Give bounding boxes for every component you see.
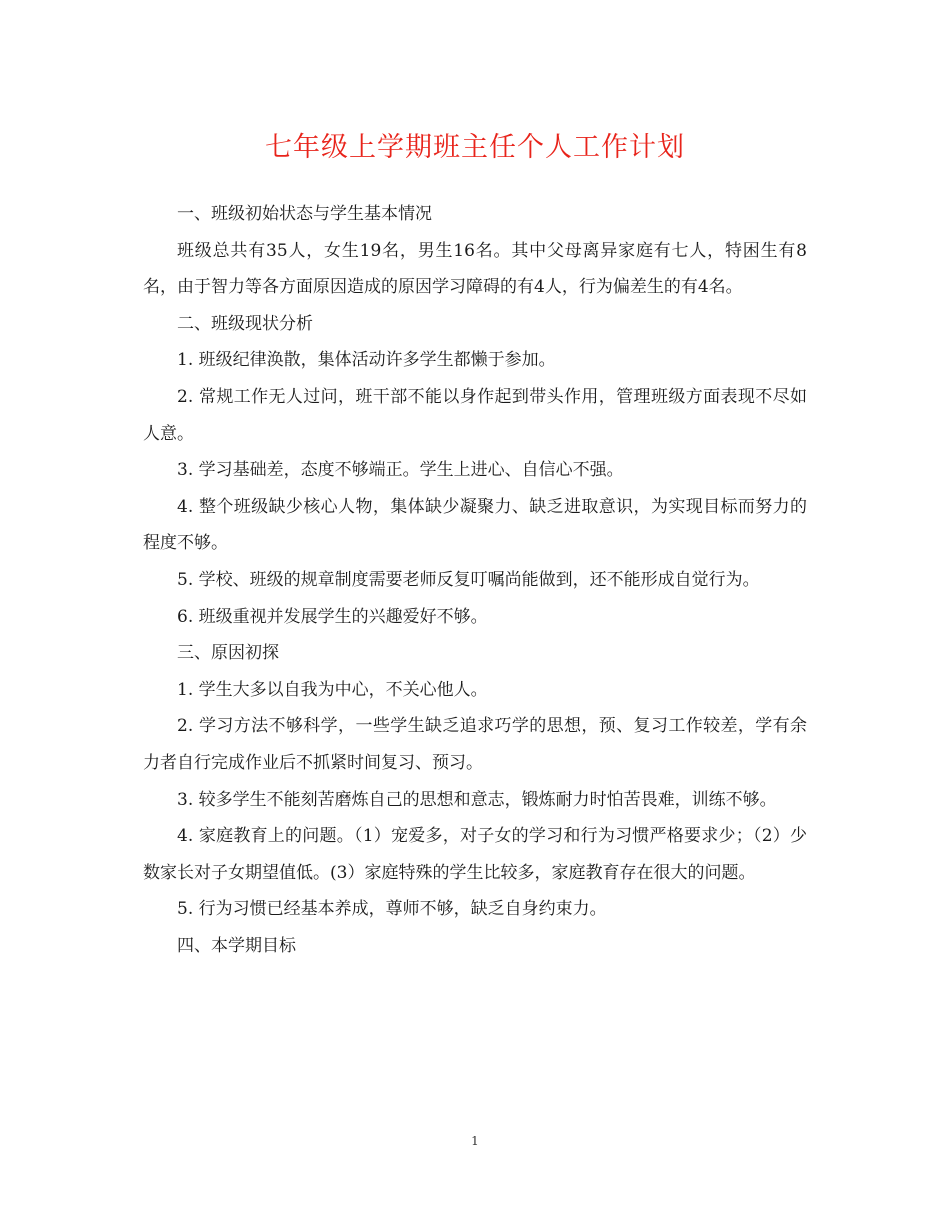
section-heading: 三、原因初探 [177,643,279,664]
list-item: 3. 学习基础差，态度不够端正。学生上进心、自信心不强。 [177,460,624,481]
list-item: 5. 学校、班级的规章制度需要老师反复叮嘱尚能做到，还不能形成自觉行为。 [177,569,760,590]
list-item: 2. 常规工作无人过问，班干部不能以身作起到带头作用，管理班级方面表现不尽如人意。 [143,386,807,444]
section-heading: 四、本学期目标 [177,935,296,956]
page-number: 1 [471,1134,479,1148]
list-item: 1. 学生大多以自我为中心，不关心他人。 [177,679,488,700]
document-body [143,196,807,964]
section-heading: 二、班级现状分析 [177,313,313,334]
list-item: 6. 班级重视并发展学生的兴趣爱好不够。 [177,606,488,627]
list-item: 4. 整个班级缺少核心人物，集体缺少凝聚力、缺乏进取意识，为实现目标而努力的程度不够。 [143,496,807,554]
list-item: 2. 学习方法不够科学，一些学生缺乏追求巧学的思想，预、复习工作较差，学有余力者自行完成作业后不抓紧时间复习、预习。 [143,716,807,773]
list-item: 5. 行为习惯已经基本养成，尊师不够，缺乏自身约束力。 [177,899,607,920]
section-heading: 一、班级初始状态与学生基本情况 [177,204,432,224]
list-item: 3. 较多学生不能刻苦磨炼自己的思想和意志，锻炼耐力时怕苦畏难，训练不够。 [177,789,777,810]
list-item: 4. 家庭教育上的问题。（1）宠爱多，对子女的学习和行为习惯严格要求少；（2）少数家长对子女期望值低。(3）家庭特殊的学生比较多，家庭教育存在很大的问题。 [143,826,807,883]
paragraph: 班级总共有35人，女生19名，男生16名。其中父母离异家庭有七人，特困生有8名，由于智力等各方面原因造成的原因学习障碍的有4人，行为偏差生的有4名。 [143,240,807,298]
list-item: 1. 班级纪律涣散，集体活动许多学生都懒于参加。 [177,350,556,371]
document-title: 七年级上学期班主任个人工作计划 [265,132,685,163]
